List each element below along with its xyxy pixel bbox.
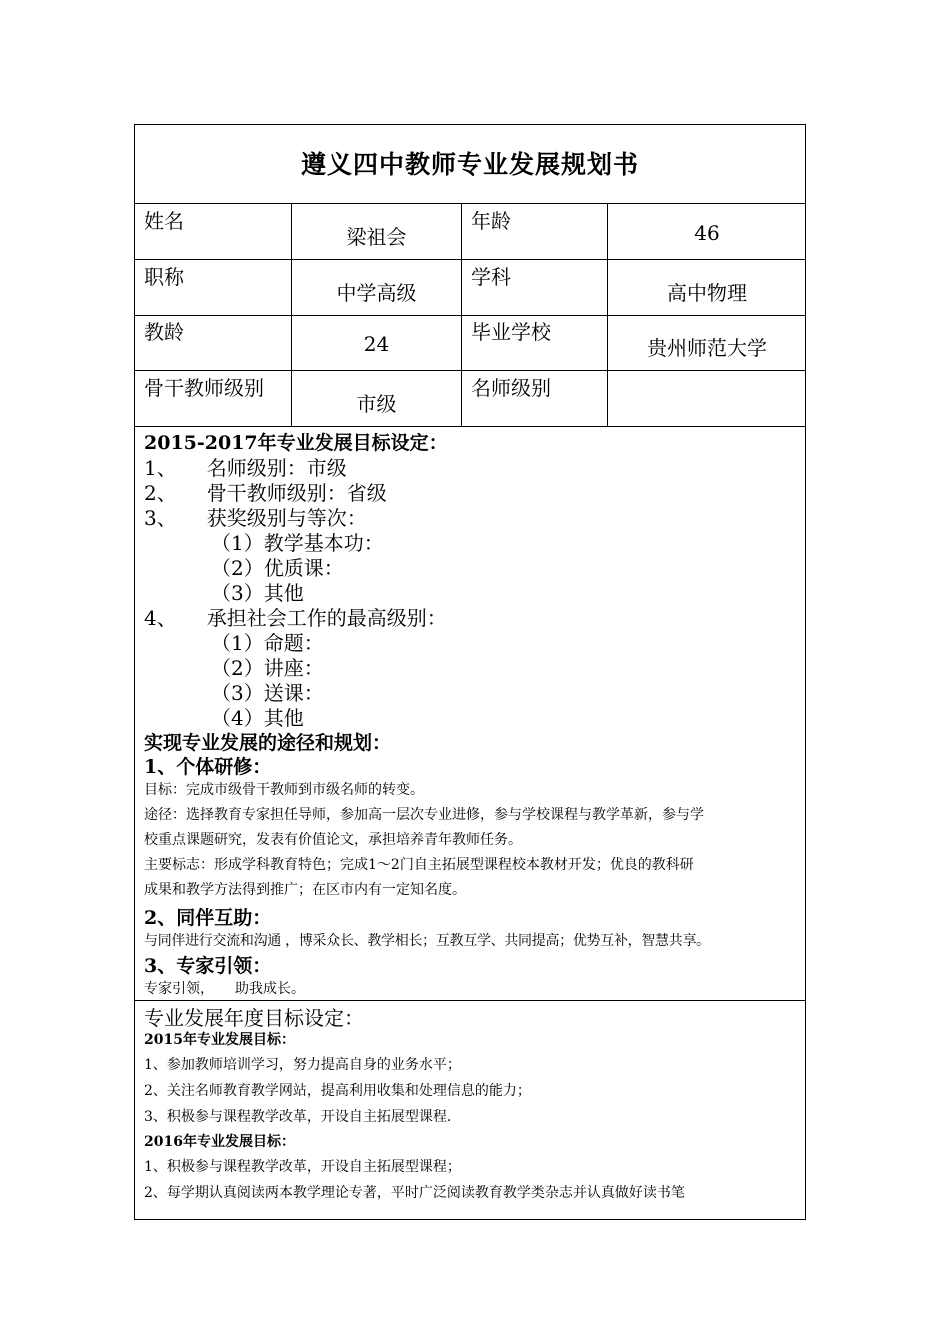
goal-item: 2、 骨干教师级别：省级 bbox=[144, 481, 387, 505]
year-title: 2015年专业发展目标： bbox=[144, 1032, 295, 1048]
paragraph-line: 与同伴进行交流和沟通 ，博采众长、教学相长；互教互学、共同提高；优势互补，智慧共享。 bbox=[144, 933, 710, 949]
year-goal-line: 3、积极参与课程教学改革，开设自主拓展型课程. bbox=[144, 1109, 452, 1125]
year-title: 2016年专业发展目标： bbox=[144, 1134, 295, 1150]
age-value: 46 bbox=[694, 221, 720, 245]
section-title: 1、个体研修： bbox=[144, 756, 272, 778]
backbone-level-label: 骨干教师级别 bbox=[144, 376, 264, 400]
section-title: 3、专家引领： bbox=[144, 955, 272, 977]
year-goal-line: 1、参加教师培训学习，努力提高自身的业务水平； bbox=[144, 1057, 461, 1073]
year-goal-line: 2、关注名师教育教学网站，提高利用收集和处理信息的能力； bbox=[144, 1083, 531, 1099]
year-goal-line: 1、积极参与课程教学改革，开设自主拓展型课程； bbox=[144, 1159, 461, 1175]
year-goal-line: 2、每学期认真阅读两本教学理论专著，平时广泛阅读教育教学类杂志并认真做好读书笔 bbox=[144, 1185, 685, 1201]
table-rule bbox=[135, 1000, 805, 1001]
paragraph-line: 校重点课题研究，发表有价值论文，承担培养青年教师任务。 bbox=[144, 832, 522, 848]
goal-subitem: （2）讲座： bbox=[211, 656, 324, 680]
goal-subitem: （2）优质课： bbox=[211, 556, 344, 580]
teaching-years-label: 教龄 bbox=[144, 320, 184, 344]
goal-subitem: （3）送课： bbox=[211, 681, 324, 705]
job-title-value: 中学高级 bbox=[336, 281, 417, 305]
subject-label: 学科 bbox=[471, 265, 511, 289]
famous-teacher-label: 名师级别 bbox=[471, 376, 551, 400]
school-label: 毕业学校 bbox=[471, 320, 551, 344]
goal-item: 4、 承担社会工作的最高级别： bbox=[144, 606, 447, 630]
goal-subitem: （3）其他 bbox=[211, 581, 304, 605]
paragraph-line: 主要标志：形成学科教育特色；完成1～2门自主拓展型课程校本教材开发；优良的教科研 bbox=[144, 857, 694, 873]
document-title: 遵义四中教师专业发展规划书 bbox=[300, 150, 639, 179]
paragraph-line: 途径：选择教育专家担任导师，参加高一层次专业进修，参与学校课程与教学革新，参与学 bbox=[144, 807, 704, 823]
paths-heading: 实现专业发展的途径和规划： bbox=[144, 732, 392, 754]
table-rule bbox=[135, 203, 805, 204]
planning-document bbox=[134, 124, 806, 1220]
goal-subitem: （1）教学基本功： bbox=[211, 531, 384, 555]
goal-subitem: （4）其他 bbox=[211, 706, 304, 730]
section-title: 2、同伴互助： bbox=[144, 907, 272, 929]
job-title-label: 职称 bbox=[144, 265, 184, 289]
goal-subitem: （1）命题： bbox=[211, 631, 324, 655]
age-label: 年龄 bbox=[471, 209, 511, 233]
school-value: 贵州师范大学 bbox=[647, 336, 767, 360]
name-label: 姓名 bbox=[144, 209, 184, 233]
goal-item: 3、 获奖级别与等次： bbox=[144, 506, 367, 530]
paragraph-line: 成果和教学方法得到推广；在区市内有一定知名度。 bbox=[144, 882, 466, 898]
subject-value: 高中物理 bbox=[667, 281, 747, 305]
goal-item: 1、 名师级别：市级 bbox=[144, 456, 347, 480]
table-rule bbox=[135, 426, 805, 427]
annual-heading: 专业发展年度目标设定： bbox=[144, 1006, 364, 1030]
table-column-rule bbox=[461, 203, 462, 426]
paragraph-line: 专家引领， 助我成长。 bbox=[144, 981, 305, 997]
name-value: 梁祖会 bbox=[346, 225, 407, 249]
goals-heading: 2015-2017年专业发展目标设定： bbox=[144, 432, 448, 454]
teaching-years-value: 24 bbox=[363, 332, 390, 356]
backbone-level-value: 市级 bbox=[356, 392, 397, 416]
paragraph-line: 目标：完成市级骨干教师到市级名师的转变。 bbox=[144, 782, 424, 798]
table-rule bbox=[135, 315, 805, 316]
table-rule bbox=[135, 370, 805, 371]
table-rule bbox=[135, 259, 805, 260]
